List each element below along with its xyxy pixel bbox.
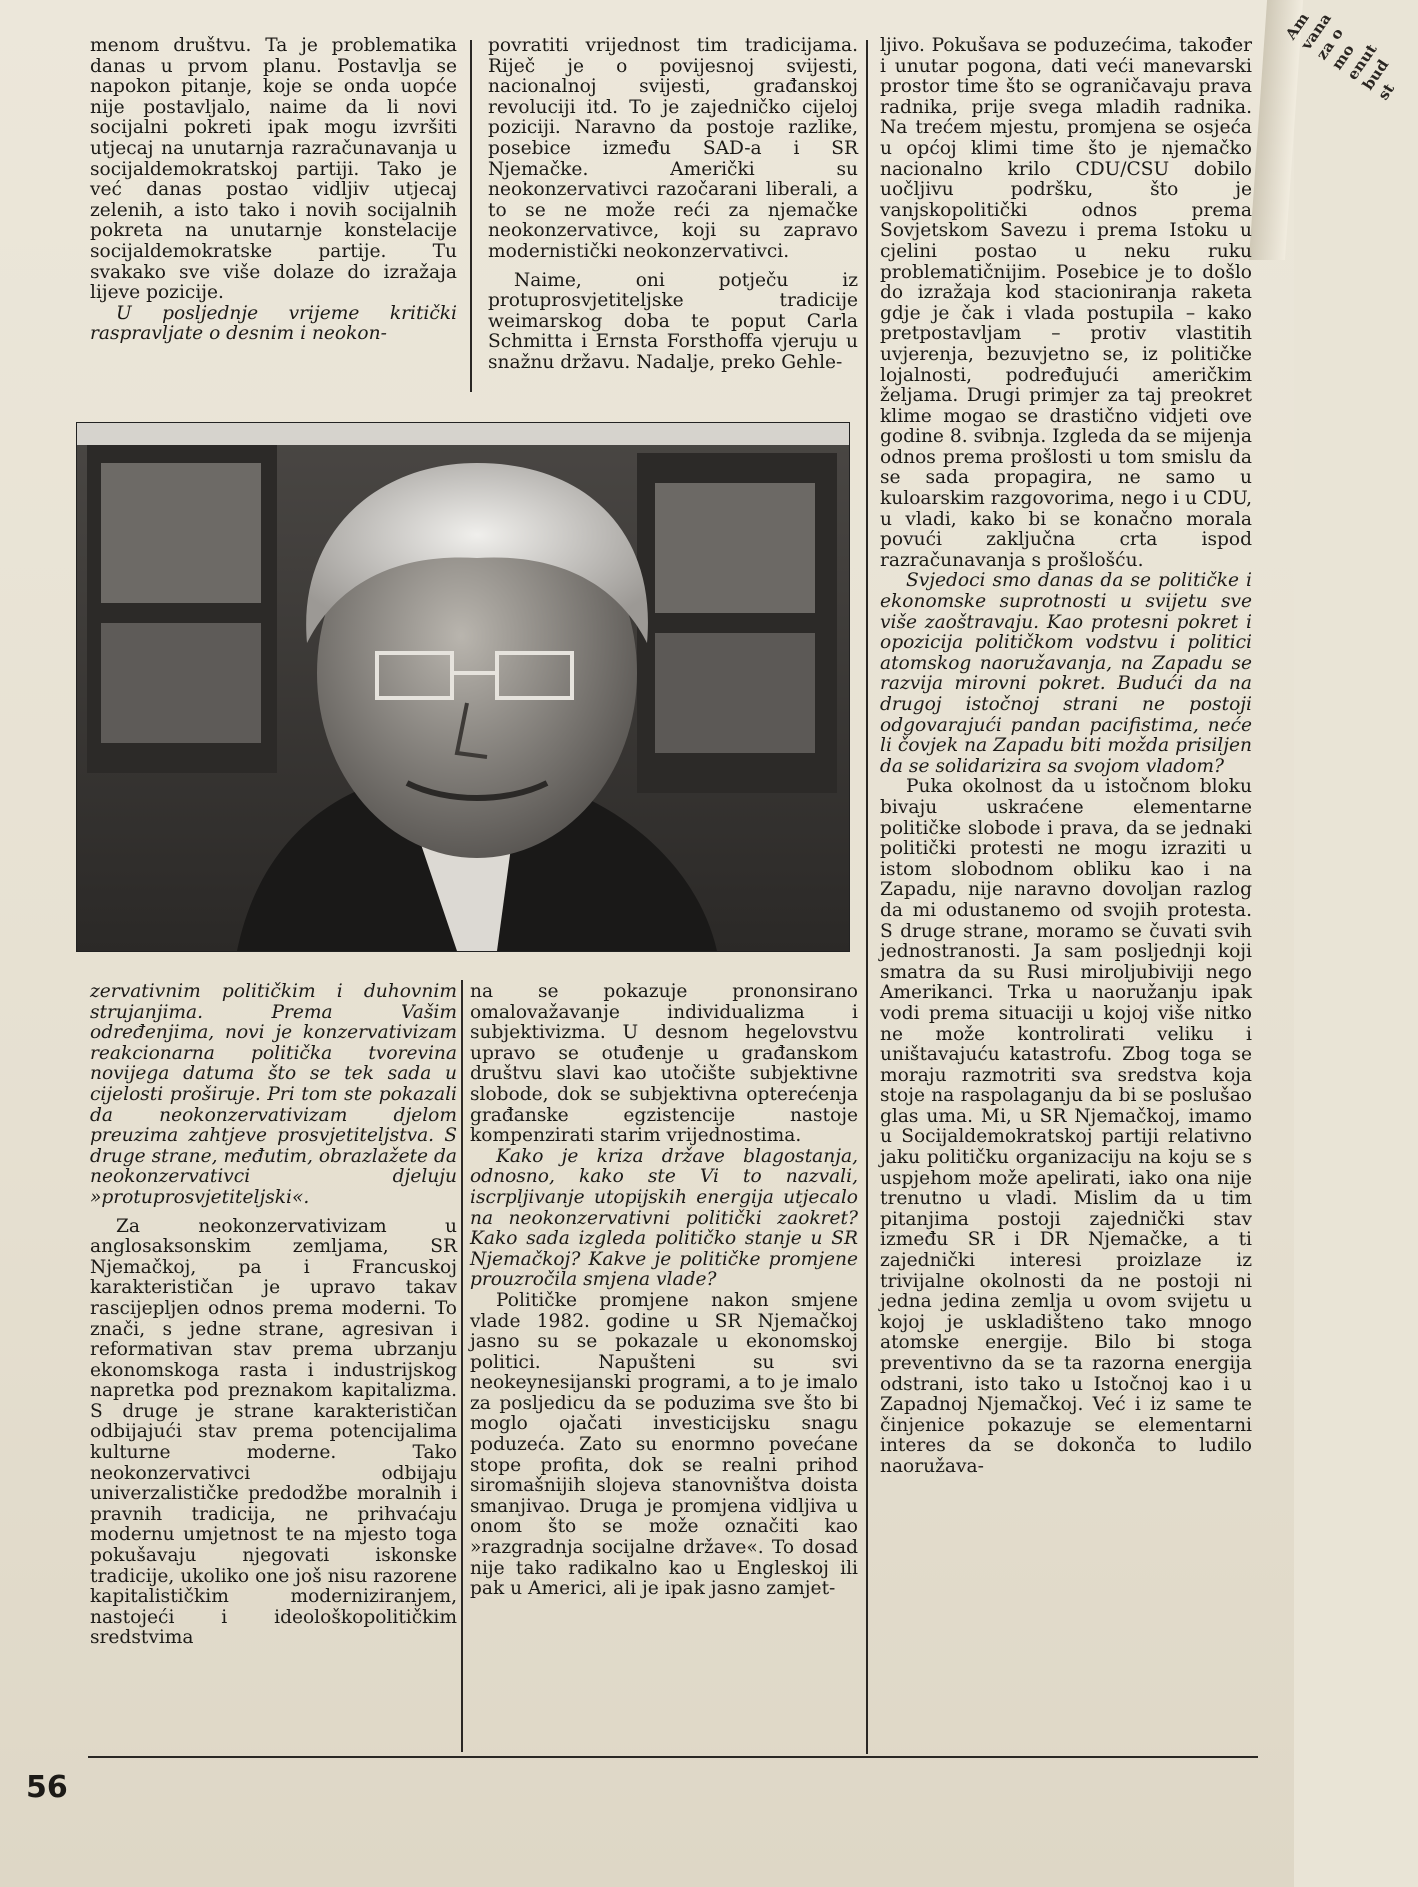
- paragraph: ljivo. Pokušava se poduzećima, također i unutar pogona, dati veći manevarski prostor time što se ograničavaju prava radnika, prije svega mladih radnika. Na trećem mjestu, promjena se osjeća u općoj klimi time što je njemačko nacionalno krilo CDU/CSU dobilo uočljivu podršku, što je vanjskopolitički odnos prema Sovjetskom Savezu i prema Istoku u cjelini postao u neku ruku problematičnijim. Posebice je to došlo do izražaja kod stacioniranja raketa gdje je čak i vlada postupila – kako pretpostavljam – protiv vlastitih uvjerenja, bezuvjetno se, iz političke lojalnosti, podređujući američkim željama. Drugi primjer za taj preokret klime mogao se drastično vidjeti ove godine 8. svibnja. Izgleda da se mijenja odnos prema prošlosti u tom smislu da se sada propagira, ne samo u kuloarskim razgovorima, nego i u CDU, u vladi, kako bi se konačno morala povući zaključna crta ispod razračunavanja s prošlošću.: [880, 35, 1252, 571]
- paragraph: Puka okolnost da u istočnom bloku bivaju uskraćene elementarne političke slobode i prava, da se jednaki politički protesti ne mogu izraziti u istom slobodnom obliku kao i na Zapadu, nije naravno dovoljan razlog da mi odustanemo od svojih protesta. S druge strane, moramo se čuvati svih jednostranosti. Ja sam posljednji koji smatra da su Rusi miroljubiviji nego Amerikanci. Trka u naoružanju ipak vodi prema situaciji u kojoj više nitko ne može kontrolirati veliku i uništavajuću katastrofu. Zbog toga se moraju razmotriti sva sredstva koja stoje na raspolaganju da bi se poslušao glas uma. Mi, u SR Njemačkoj, imamo u Socijaldemokratskoj partiji relativno jaku političku organizaciju na koju se s uspjehom može apelirati, iako ona nije trenutno u vladi. Mislim da u tim pitanjima postoji zajednički stav između SR i DR Njemačke, a ti zajednički interesi proizlaze iz trivijalne okolnosti da ne postoji ni jedna jedina zemlja u ovom svijetu u kojoj je uskladišteno tako mnogo atomske energije. Bilo bi stoga preventivno da se ta razorna energija odstrani, isto tako u Istočnoj kao i u Zapadnoj Njemačkoj. Već i iz same te činjenice pokazuje se elementarni interes da se dokonča to ludilo naoružava-: [880, 776, 1252, 1477]
- paragraph: Svjedoci smo danas da se političke i ekonomske suprotnosti u svijetu sve više zaoštravaju. Kao protesni pokret i opozicija političkom vodstvu i politici atomskog naoružavanja, na Zapadu se razvija mirovni pokret. Budući da na drugoj istočnoj strani ne postoji odgovarajući pandan pacifistima, neće li čovjek na Zapadu biti možda prisiljen da se solidarizira sa svojom vladom?: [880, 570, 1252, 777]
- paragraph: Za neokonzervativizam u anglosaksonskim zemljama, SR Njemačkoj, pa i Francuskoj karakterističan je upravo takav rascijepljen odnos prema moderni. To znači, s jedne strane, agresivan i reformativan stav prema ubrzanju ekonomskoga rasta i industrijskog napretka pod preznakom kapitalizma. S druge je strane karakterističan odbijajući stav prema potencijalima kulturne moderne. Tako neokonzervativci odbijaju univerzalističke predodžbe moralnih i pravnih tradicija, ne prihvaćaju modernu umjetnost te na mjesto toga pokušavaju njegovati iskonske tradicije, ukoliko one još nisu razorene kapitalističkim moderniziranjem, nastojeći i ideološkopolitičkim sredstvima: [90, 1215, 457, 1649]
- paragraph: zervativnim političkim i duhovnim strujanjima. Prema Vašim određenjima, novi je konzervativizam reakcionarna politička tvorevina novijega datuma što se tek sada u cijelosti proširuje. Pri tom ste pokazali da neokonzervativizam djelom preuzima zahtjeve prosvjetiteljstva. S druge strane, međutim, obrazlažete da neokonzervativci djeluju »protuprosvjetiteljski«.: [90, 981, 457, 1208]
- paragraph: U posljednje vrijeme kritički raspravljate o desnim i neokon-: [90, 302, 457, 345]
- adjacent-page-edge: [1249, 0, 1398, 260]
- column-2-bottom: [470, 982, 858, 1752]
- paragraph: Kako je kriza države blagostanja, odnosno, kako ste Vi to nazvali, iscrpljivanje utopijskih energija utjecalo na neokonzervativni politički zaokret? Kako sada izgleda političko stanje u SR Njemačkoj? Kakve je političke promjene prouzročila smjena vlade?: [470, 1145, 858, 1291]
- column-divider: [470, 40, 472, 392]
- portrait-photo-image: [77, 423, 849, 951]
- column-2-top: [488, 36, 858, 396]
- portrait-photo: [76, 422, 850, 952]
- footer-rule: [88, 1756, 1258, 1758]
- column-divider: [461, 980, 463, 1752]
- paragraph: menom društvu. Ta je problematika danas u prvom planu. Postavlja se napokon pitanje, koje se onda uopće nije postavljalo, naime da li novi socijalni pokreti ipak mogu izvršiti utjecaj na unutarnja razračunavanja u socijaldemokratskoj partiji. Tako je već danas postao vidljiv utjecaj zelenih, a isto tako i novih socijalnih pokreta na unutarnje konstelacije socijaldemokratske partije. Tu svakako sve više dolaze do izražaja lijeve pozicije.: [90, 35, 457, 304]
- adjacent-page-text: Am vana za o mo enut bud st: [1281, 9, 1398, 104]
- column-1-bottom: [90, 982, 457, 1752]
- paragraph: na se pokazuje prononsirano omalovažavanje individualizma i subjektivizma. U desnom hegelovstvu upravo se otuđenje u građanskom društvu slavi kao utočište subjektivne slobode, dok se subjektivna opterećenja građanske egzistencije nastoje kompenzirati starim vrijednostima.: [470, 981, 858, 1147]
- column-1-top: [90, 36, 457, 386]
- page-number: 56: [26, 1770, 68, 1805]
- column-3: [880, 36, 1252, 1756]
- paragraph: Političke promjene nakon smjene vlade 1982. godine u SR Njemačkoj jasno su se pokazale u ekonomskoj politici. Napušteni su svi neokeynesijanski programi, a to je imalo za posljedicu da se poduzima sve što bi moglo ojačati investicijsku snagu poduzeća. Zato su enormno povećane stope profita, dok se realni prihod siromašnijih slojeva stanovništva doista smanjivao. Druga je promjena vidljiva u onom što se može označiti kao »razgradnja socijalne države«. To dosad nije tako radikalno kao u Engleskoj ili pak u Americi, ali je ipak jasno zamjet-: [470, 1289, 858, 1600]
- column-divider: [866, 40, 868, 1754]
- paragraph: povratiti vrijednost tim tradicijama. Riječ je o povijesnoj svijesti, nacionalnoj svijesti, građanskoj revoluciji itd. To je zajedničko cijeloj poziciji. Naravno da postoje razlike, posebice između SAD-a i SR Njemačke. Američki su neokonzervativci razočarani liberali, a to se ne može reći za njemačke neokonzervativce, koji su zapravo modernistički neokonzervativci.: [488, 35, 858, 262]
- paragraph: Naime, oni potječu iz protuprosvjetiteljske tradicije weimarskog doba te poput Carla Schmitta i Ernsta Forsthoffa vjeruju u snažnu državu. Nadalje, preko Gehle-: [488, 269, 858, 373]
